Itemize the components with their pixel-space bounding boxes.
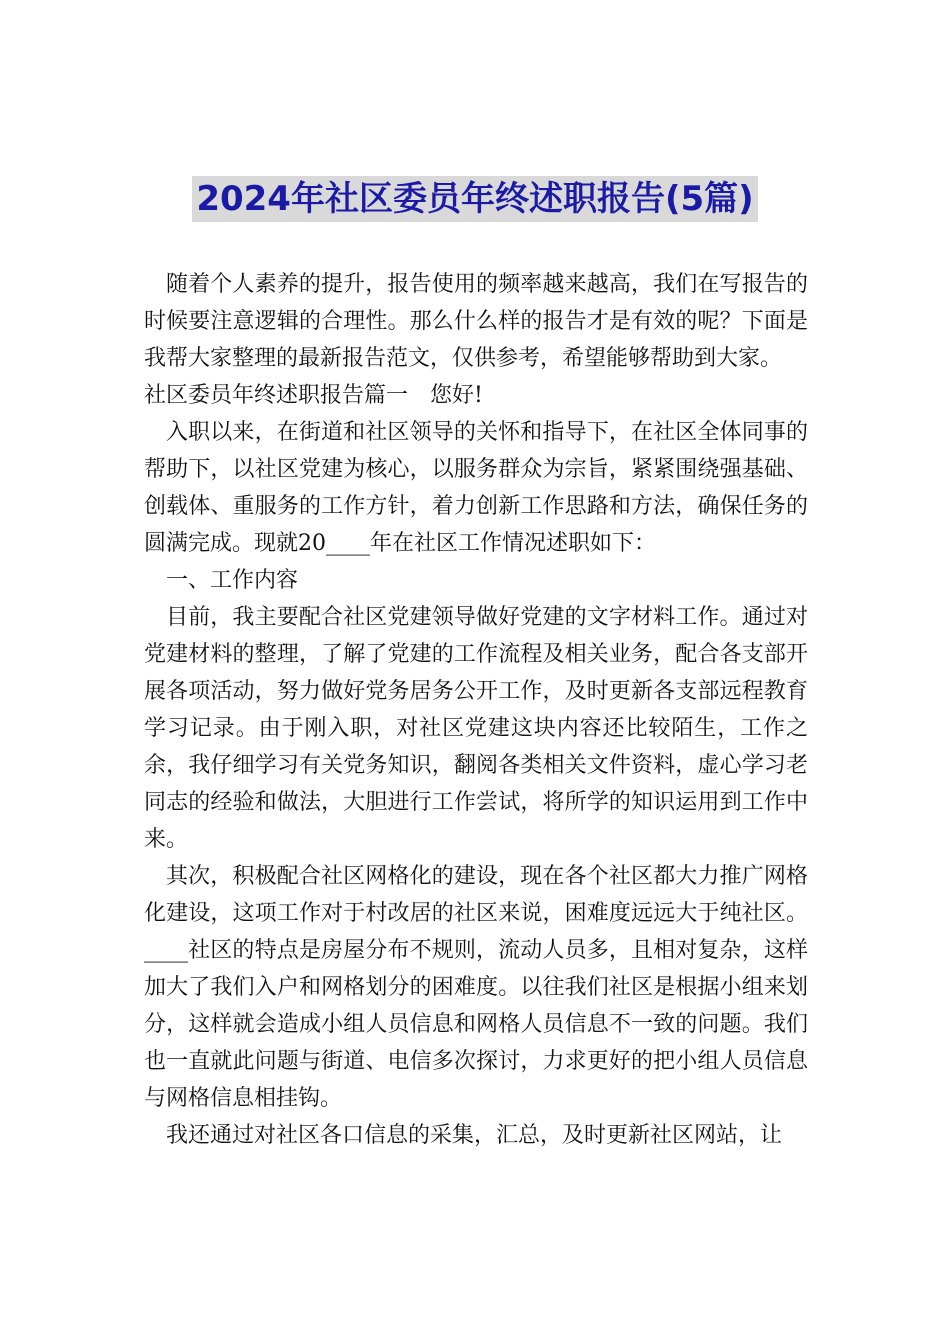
paragraph-subheading: 一、工作内容 xyxy=(166,568,299,593)
document-body xyxy=(144,266,808,1154)
paragraph-section-heading: 社区委员年终述职报告篇一 您好! xyxy=(144,383,483,408)
paragraph-work-content: 目前，我主要配合社区党建领导做好党建的文字材料工作。通过对党建材料的整理，了解了党建的工作流程及相关业务，配合各支部开展各项活动，努力做好党务居务公开工作，及时更新各支部远程教育学习记录。由于刚入职，对社区党建这块内容还比较陌生，工作之余，我仔细学习有关党务知识，翻阅各类相关文件资料，虚心学习老同志的经验和做法，大胆进行工作尝试，将所学的知识运用到工作中来。 xyxy=(144,605,808,852)
paragraph-grid-construction: 其次，积极配合社区网格化的建设，现在各个社区都大力推广网格化建设，这项工作对于村改居的社区来说，困难度远远大于纯社区。____社区的特点是房屋分布不规则，流动人员多，且相对复杂，这样加大了我们入户和网格划分的困难度。以往我们社区是根据小组来划分，这样就会造成小组人员信息和网格人员信息不一致的问题。我们也一直就此问题与街道、电信多次探讨，力求更好的把小组人员信息与网格信息相挂钩。 xyxy=(144,864,808,1111)
title-container xyxy=(0,176,950,222)
document-title: 2024年社区委员年终述职报告(5篇) xyxy=(192,176,757,222)
paragraph-overview: 入职以来，在街道和社区领导的关怀和指导下，在社区全体同事的帮助下，以社区党建为核心，以服务群众为宗旨，紧紧围绕强基础、创载体、重服务的工作方针，着力创新工作思路和方法，确保任务的圆满完成。现就20____年在社区工作情况述职如下： xyxy=(144,420,808,556)
paragraph-info-collection: 我还通过对社区各口信息的采集，汇总，及时更新社区网站，让 xyxy=(166,1123,783,1148)
paragraph-intro: 随着个人素养的提升，报告使用的频率越来越高，我们在写报告的时候要注意逻辑的合理性。那么什么样的报告才是有效的呢？下面是我帮大家整理的最新报告范文，仅供参考，希望能够帮助到大家。 xyxy=(144,272,808,371)
